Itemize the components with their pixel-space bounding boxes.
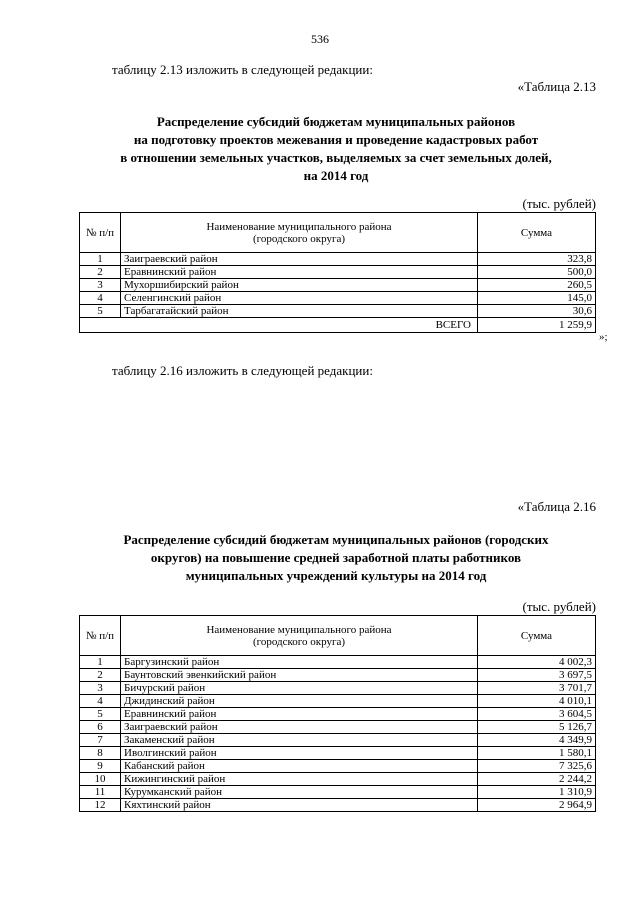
row-sum: 7 325,6 <box>478 760 596 773</box>
row-num: 2 <box>80 669 121 682</box>
row-name: Курумканский район <box>121 786 478 799</box>
row-name: Тарбагатайский район <box>121 305 478 318</box>
row-sum: 3 701,7 <box>478 682 596 695</box>
row-num: 5 <box>80 708 121 721</box>
table-row <box>80 747 596 760</box>
row-num: 12 <box>80 799 121 812</box>
row-num: 10 <box>80 773 121 786</box>
heading-line: на 2014 год <box>303 168 369 183</box>
col-sum-header: Сумма <box>478 616 596 656</box>
row-name: Еравнинский район <box>121 266 478 279</box>
row-sum: 3 604,5 <box>478 708 596 721</box>
intro-text-2: таблицу 2.16 изложить в следующей редакции: <box>112 363 373 378</box>
row-num: 3 <box>80 682 121 695</box>
row-name: Баунтовский эвенкийский район <box>121 669 478 682</box>
col-name-header-line2: (городского округа) <box>252 635 346 648</box>
row-name: Джидинский район <box>121 695 478 708</box>
heading-line: округов) на повышение средней заработной платы работников <box>150 550 522 565</box>
table-row <box>80 266 596 279</box>
col-name-header-line1: Наименование муниципального района <box>206 623 392 636</box>
table-row <box>80 656 596 669</box>
row-num: 1 <box>80 253 121 266</box>
row-name: Мухоршибирский район <box>121 279 478 292</box>
table-row <box>80 786 596 799</box>
row-name: Кижингинский район <box>121 773 478 786</box>
table-row <box>80 773 596 786</box>
heading-line: Распределение субсидий бюджетам муниципальных районов <box>156 114 516 129</box>
row-num: 7 <box>80 734 121 747</box>
row-num: 4 <box>80 292 121 305</box>
row-sum: 1 310,9 <box>478 786 596 799</box>
heading-line: в отношении земельных участков, выделяемых за счет земельных долей, <box>120 150 552 165</box>
row-sum: 2 964,9 <box>478 799 596 812</box>
row-sum: 500,0 <box>478 266 596 279</box>
total-label: ВСЕГО <box>80 318 478 333</box>
total-sum: 1 259,9 <box>478 318 596 333</box>
row-sum: 3 697,5 <box>478 669 596 682</box>
row-num: 11 <box>80 786 121 799</box>
row-sum: 1 580,1 <box>478 747 596 760</box>
col-name-header <box>121 213 478 253</box>
row-sum: 4 002,3 <box>478 656 596 669</box>
row-sum: 5 126,7 <box>478 721 596 734</box>
row-sum: 30,6 <box>478 305 596 318</box>
row-name: Кяхтинский район <box>121 799 478 812</box>
table-row <box>80 734 596 747</box>
table-2-unit: (тыс. рублей) <box>522 599 596 614</box>
col-num-header: № п/п <box>80 616 121 656</box>
page-number: 536 <box>311 32 329 46</box>
table-1-unit: (тыс. рублей) <box>522 196 596 211</box>
table-row <box>80 695 596 708</box>
row-num: 3 <box>80 279 121 292</box>
total-row <box>80 318 596 333</box>
row-name: Закаменский район <box>121 734 478 747</box>
table-2-heading <box>60 531 612 585</box>
table-row <box>80 721 596 734</box>
table-header-row <box>80 213 596 253</box>
table-row <box>80 292 596 305</box>
row-num: 8 <box>80 747 121 760</box>
row-num: 9 <box>80 760 121 773</box>
row-name: Иволгинский район <box>121 747 478 760</box>
row-num: 5 <box>80 305 121 318</box>
row-num: 2 <box>80 266 121 279</box>
row-sum: 260,5 <box>478 279 596 292</box>
table-row <box>80 760 596 773</box>
row-name: Еравнинский район <box>121 708 478 721</box>
row-name: Кабанский район <box>121 760 478 773</box>
col-name-header-line1: Наименование муниципального района <box>206 220 392 233</box>
row-sum: 2 244,2 <box>478 773 596 786</box>
row-sum: 4 349,9 <box>478 734 596 747</box>
heading-line: Распределение субсидий бюджетам муниципальных районов (городских <box>123 532 549 547</box>
row-num: 1 <box>80 656 121 669</box>
col-name-header-line2: (городского округа) <box>252 232 346 245</box>
table-2-caption: «Таблица 2.16 <box>517 499 596 514</box>
row-name: Заиграевский район <box>121 721 478 734</box>
row-name: Баргузинский район <box>121 656 478 669</box>
col-num-header: № п/п <box>80 213 121 253</box>
table-1-heading <box>60 113 612 185</box>
table-row <box>80 305 596 318</box>
col-name-header <box>121 616 478 656</box>
row-name: Селенгинский район <box>121 292 478 305</box>
row-sum: 4 010,1 <box>478 695 596 708</box>
table-row <box>80 799 596 812</box>
table-1 <box>79 212 596 333</box>
table-row <box>80 669 596 682</box>
row-name: Заиграевский район <box>121 253 478 266</box>
row-sum: 323,8 <box>478 253 596 266</box>
row-num: 4 <box>80 695 121 708</box>
table-2 <box>79 615 596 812</box>
intro-text-1: таблицу 2.13 изложить в следующей редакции: <box>112 62 373 77</box>
heading-line: муниципальных учреждений культуры на 2014 год <box>185 568 487 583</box>
row-sum: 145,0 <box>478 292 596 305</box>
table-1-closing-quote: »; <box>599 331 608 343</box>
row-name: Бичурский район <box>121 682 478 695</box>
table-row <box>80 253 596 266</box>
table-row <box>80 682 596 695</box>
table-1-caption: «Таблица 2.13 <box>517 79 596 94</box>
table-row <box>80 279 596 292</box>
table-header-row <box>80 616 596 656</box>
heading-line: на подготовку проектов межевания и проведение кадастровых работ <box>133 132 539 147</box>
row-num: 6 <box>80 721 121 734</box>
table-row <box>80 708 596 721</box>
col-sum-header: Сумма <box>478 213 596 253</box>
